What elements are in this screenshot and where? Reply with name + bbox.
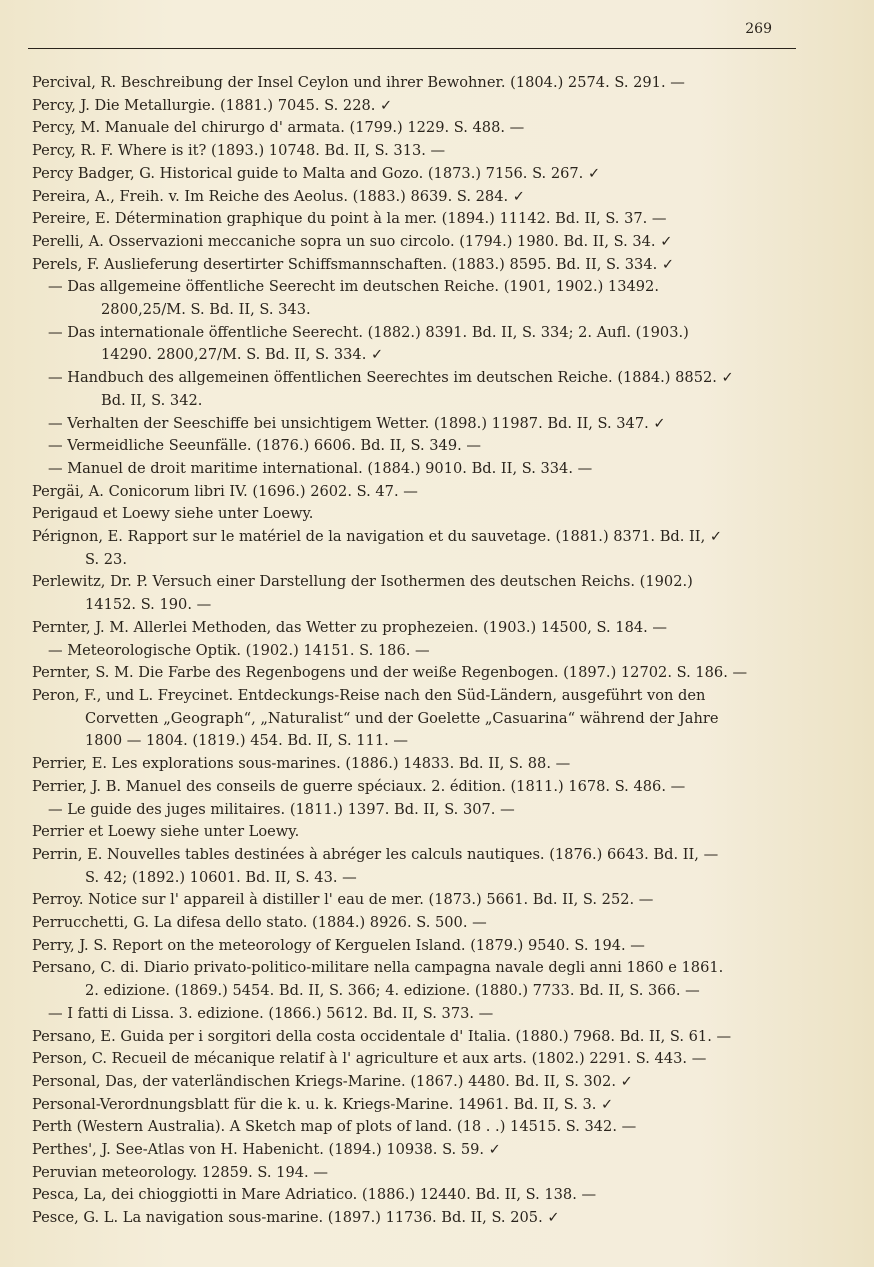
catalog-entry xyxy=(32,617,807,640)
catalog-subentry xyxy=(32,322,807,367)
entry-line: Pernter, S. M. Die Farbe des Regenbogens und der weiße Regenbogen. (1897.) 12702. S. 186. — xyxy=(32,664,748,682)
catalog-entry xyxy=(32,163,807,186)
catalog-entry xyxy=(32,231,807,254)
catalog-entry xyxy=(32,685,807,753)
entry-line: Persano, C. di. Diario privato-politico-militare nella campagna navale degli anni 1860 e 1861. xyxy=(32,959,724,977)
catalog-entry xyxy=(32,844,807,889)
catalog-entry xyxy=(32,889,807,912)
entry-line: Perroy. Notice sur l' appareil à distiller l' eau de mer. (1873.) 5661. Bd. II, S. 252. — xyxy=(32,891,654,909)
catalog-entry xyxy=(32,776,807,799)
entry-line: Percy, R. F. Where is it? (1893.) 10748. Bd. II, S. 313. — xyxy=(32,142,446,160)
catalog-entry xyxy=(32,526,807,571)
entry-line: Personal, Das, der vaterländischen Kriegs-Marine. (1867.) 4480. Bd. II, S. 302. ✓ xyxy=(32,1072,633,1090)
entry-line: — Le guide des juges militaires. (1811.) 1397. Bd. II, S. 307. — xyxy=(48,800,515,818)
entry-line: Perlewitz, Dr. P. Versuch einer Darstellung der Isothermen des deutschen Reichs. (1902.) xyxy=(32,573,693,591)
catalog-entry xyxy=(32,140,807,163)
entry-line: — Das allgemeine öffentliche Seerecht im deutschen Reiche. (1901, 1902.) 13492. xyxy=(48,278,659,296)
entry-continuation-line: 2. edizione. (1869.) 5454. Bd. II, S. 366; 4. edizione. (1880.) 7733. Bd. II, S. 366. — xyxy=(85,982,700,1000)
catalog-entry xyxy=(32,1026,807,1049)
catalog-entry xyxy=(32,1162,807,1185)
catalog-entry xyxy=(32,571,807,616)
catalog-entry xyxy=(32,1094,807,1117)
catalog-entry xyxy=(32,254,807,277)
entry-line: Pérignon, E. Rapport sur le matériel de la navigation et du sauvetage. (1881.) 8371. Bd. II, ✓ xyxy=(32,528,723,546)
page-number: 269 xyxy=(745,21,772,37)
entry-line: Perigaud et Loewy siehe unter Loewy. xyxy=(32,505,314,523)
catalog-subentry xyxy=(32,640,807,663)
entry-line: Personal-Verordnungsblatt für die k. u. k. Kriegs-Marine. 14961. Bd. II, S. 3. ✓ xyxy=(32,1095,614,1113)
entry-line: — Das internationale öffentliche Seerecht. (1882.) 8391. Bd. II, S. 334; 2. Aufl. (1903.) xyxy=(48,323,689,341)
entry-line: Percival, R. Beschreibung der Insel Ceylon und ihrer Bewohner. (1804.) 2574. S. 291. — xyxy=(32,74,685,91)
catalog-entry xyxy=(32,1207,807,1230)
catalog-entry xyxy=(32,957,807,1002)
catalog-entry xyxy=(32,503,807,526)
catalog-entry xyxy=(32,912,807,935)
entry-line: Perth (Western Australia). A Sketch map of plots of land. (18 . .) 14515. S. 342. — xyxy=(32,1118,637,1136)
catalog-entry xyxy=(32,935,807,958)
catalog-subentry xyxy=(32,799,807,822)
entry-continuation-line: 1800 — 1804. (1819.) 454. Bd. II, S. 111. — xyxy=(85,732,409,750)
entry-continuation-line: S. 23. xyxy=(85,550,127,568)
catalog-subentry xyxy=(32,1003,807,1026)
entry-continuation-line: 2800,25/M. S. Bd. II, S. 343. xyxy=(101,301,311,319)
catalog-entry xyxy=(32,481,807,504)
entry-line: Perels, F. Auslieferung desertirter Schiffsmannschaften. (1883.) 8595. Bd. II, S. 334. ✓ xyxy=(32,255,675,273)
catalog-entry xyxy=(32,72,807,95)
entry-line: Perrier et Loewy siehe unter Loewy. xyxy=(32,823,300,841)
entry-line: Pereira, A., Freih. v. Im Reiche des Aeolus. (1883.) 8639. S. 284. ✓ xyxy=(32,187,525,205)
entry-line: Pesca, La, dei chioggiotti in Mare Adriatico. (1886.) 12440. Bd. II, S. 138. — xyxy=(32,1186,597,1204)
catalog-entry xyxy=(32,208,807,231)
catalog-entry xyxy=(32,1048,807,1071)
catalog-entry xyxy=(32,1184,807,1207)
entry-line: — I fatti di Lissa. 3. edizione. (1866.) 5612. Bd. II, S. 373. — xyxy=(48,1004,494,1022)
entry-line: — Manuel de droit maritime international. (1884.) 9010. Bd. II, S. 334. — xyxy=(48,459,593,477)
catalog-subentry xyxy=(32,435,807,458)
catalog-entry xyxy=(32,186,807,209)
catalog-subentry xyxy=(32,276,807,321)
header-rule xyxy=(28,48,796,49)
catalog-entry xyxy=(32,662,807,685)
entry-line: — Handbuch des allgemeinen öffentlichen Seerechtes im deutschen Reiche. (1884.) 8852. ✓ xyxy=(48,369,734,387)
entry-line: — Vermeidliche Seeunfälle. (1876.) 6606. Bd. II, S. 349. — xyxy=(48,437,481,455)
catalog-subentry xyxy=(32,367,807,412)
entry-line: Peruvian meteorology. 12859. S. 194. — xyxy=(32,1163,328,1181)
entry-continuation-line: 14152. S. 190. — xyxy=(85,596,212,614)
catalog-entries xyxy=(32,72,807,1230)
entry-continuation-line: Bd. II, S. 342. xyxy=(101,391,203,409)
entry-line: Perthes', J. See-Atlas von H. Habenicht. (1894.) 10938. S. 59. ✓ xyxy=(32,1141,501,1159)
catalog-entry xyxy=(32,821,807,844)
entry-line: — Verhalten der Seeschiffe bei unsichtigem Wetter. (1898.) 11987. Bd. II, S. 347. ✓ xyxy=(48,414,666,432)
entry-continuation-line: Corvetten „Geograph“, „Naturalist“ und der Goelette „Casuarina“ während der Jahre xyxy=(85,709,719,727)
entry-continuation-line: 14290. 2800,27/M. S. Bd. II, S. 334. ✓ xyxy=(101,346,384,364)
entry-line: Perrucchetti, G. La difesa dello stato. (1884.) 8926. S. 500. — xyxy=(32,914,487,932)
catalog-entry xyxy=(32,1116,807,1139)
entry-line: Percy, J. Die Metallurgie. (1881.) 7045. S. 228. ✓ xyxy=(32,96,393,114)
entry-line: Perelli, A. Osservazioni meccaniche sopra un suo circolo. (1794.) 1980. Bd. II, S. 34. ✓ xyxy=(32,232,673,250)
catalog-subentry xyxy=(32,413,807,436)
catalog-entry xyxy=(32,1071,807,1094)
entry-line: Perrier, J. B. Manuel des conseils de guerre spéciaux. 2. édition. (1811.) 1678. S. 486. — xyxy=(32,777,686,795)
entry-line: Pergäi, A. Conicorum libri IV. (1696.) 2602. S. 47. — xyxy=(32,482,418,500)
entry-line: Persano, E. Guida per i sorgitori della costa occidentale d' Italia. (1880.) 7968. Bd. II, S. 61. — xyxy=(32,1027,732,1045)
entry-line: — Meteorologische Optik. (1902.) 14151. S. 186. — xyxy=(48,641,430,659)
catalog-entry xyxy=(32,1139,807,1162)
catalog-subentry xyxy=(32,458,807,481)
entry-line: Person, C. Recueil de mécanique relatif à l' agriculture et aux arts. (1802.) 2291. S. 443. — xyxy=(32,1050,707,1068)
catalog-entry xyxy=(32,753,807,776)
entry-line: Peron, F., und L. Freycinet. Entdeckungs-Reise nach den Süd-Ländern, ausgeführt von den xyxy=(32,686,706,704)
entry-line: Percy, M. Manuale del chirurgo d' armata. (1799.) 1229. S. 488. — xyxy=(32,119,525,137)
entry-continuation-line: S. 42; (1892.) 10601. Bd. II, S. 43. — xyxy=(85,868,357,886)
entry-line: Pereire, E. Détermination graphique du point à la mer. (1894.) 11142. Bd. II, S. 37. — xyxy=(32,210,667,228)
entry-line: Percy Badger, G. Historical guide to Malta and Gozo. (1873.) 7156. S. 267. ✓ xyxy=(32,164,601,182)
catalog-entry xyxy=(32,95,807,118)
entry-line: Perrin, E. Nouvelles tables destinées à abréger les calculs nautiques. (1876.) 6643. Bd. II, — xyxy=(32,845,719,863)
entry-line: Pesce, G. L. La navigation sous-marine. (1897.) 11736. Bd. II, S. 205. ✓ xyxy=(32,1209,560,1227)
entry-line: Perry, J. S. Report on the meteorology of Kerguelen Island. (1879.) 9540. S. 194. — xyxy=(32,936,645,954)
catalog-entry xyxy=(32,117,807,140)
entry-line: Perrier, E. Les explorations sous-marines. (1886.) 14833. Bd. II, S. 88. — xyxy=(32,755,571,773)
entry-line: Pernter, J. M. Allerlei Methoden, das Wetter zu prophezeien. (1903.) 14500, S. 184. — xyxy=(32,618,668,636)
